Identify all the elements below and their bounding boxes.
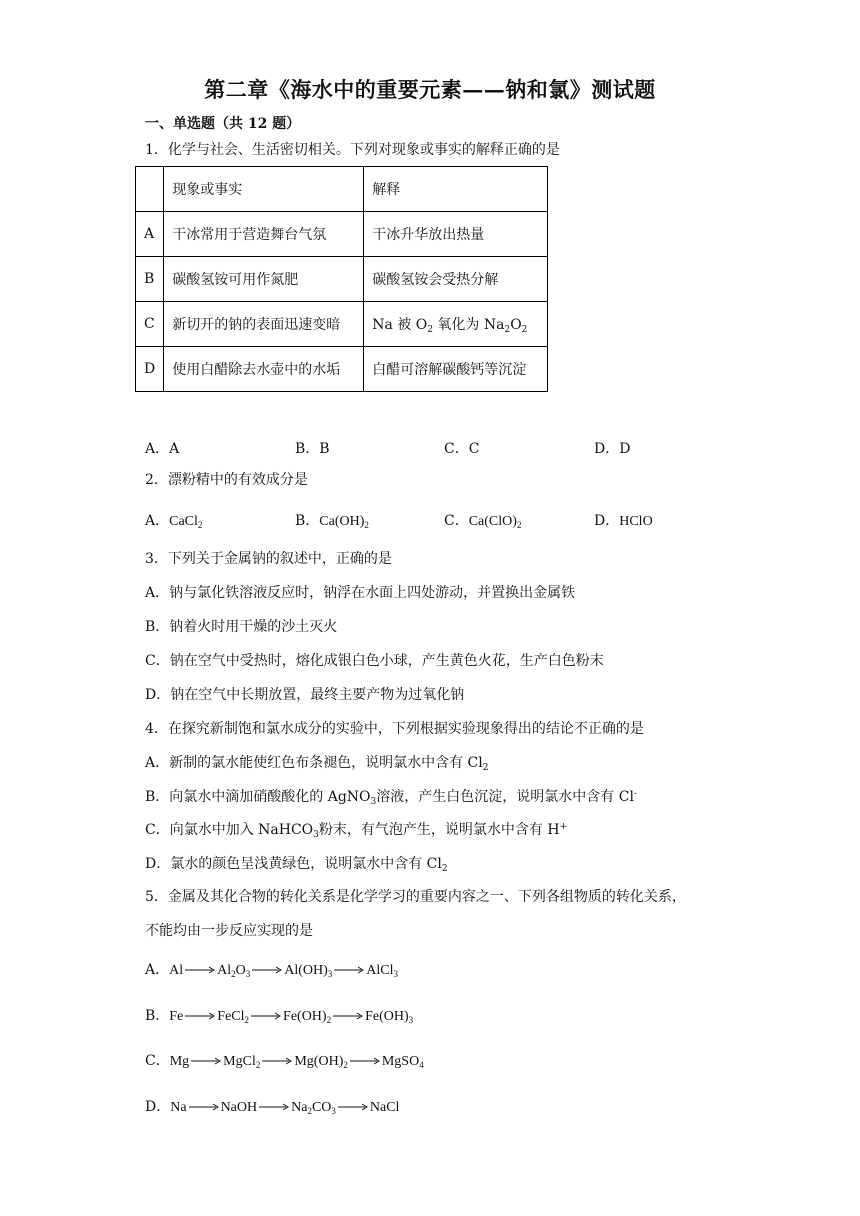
chem-formula [382, 1052, 424, 1072]
formula-text: O [235, 963, 246, 978]
formula-text: Al [217, 963, 232, 978]
q1-table [135, 166, 548, 392]
subscript: 3 [408, 1015, 414, 1025]
chem-formula [284, 961, 332, 981]
q4-option-b[interactable] [145, 787, 637, 807]
text: A．新制的氯水能使红色布条褪色，说明氯水中含有 Cl [145, 755, 483, 771]
text: 溶液，产生白色沉淀，说明氯水中含有 Cl [376, 789, 634, 805]
subscript: 2 [427, 325, 433, 335]
formula-text: CO [311, 1100, 332, 1115]
formula-text: Fe(OH) [365, 1009, 409, 1024]
q2-option-c[interactable] [444, 510, 521, 530]
arrow-icon [334, 966, 364, 974]
formula-text: MgSO [381, 1054, 420, 1069]
arrow-icon [252, 966, 282, 974]
chem-formula [370, 1098, 400, 1118]
table-row [136, 302, 548, 347]
formula-text: FeCl [217, 1009, 245, 1024]
row-explain [364, 302, 548, 347]
formula-text: NaOH [220, 1100, 258, 1115]
formula-text: MgCl [223, 1054, 256, 1069]
q3-option-d[interactable]: D．钠在空气中长期放置，最终主要产物为过氧化钠 [145, 687, 465, 703]
arrow-icon [189, 1103, 219, 1111]
q2-option-a[interactable] [145, 510, 202, 530]
text: D．氯水的颜色呈浅黄绿色，说明氯水中含有 Cl [145, 856, 442, 872]
row-explain: 碳酸氢铵会受热分解 [364, 257, 548, 302]
formula-text: Na [291, 1100, 308, 1115]
option-prefix: A． [145, 513, 170, 529]
subscript: 2 [244, 1015, 250, 1025]
formula-text: Al [169, 963, 184, 978]
chem-formula [365, 1007, 413, 1027]
arrow-icon [338, 1103, 368, 1111]
formula-text: Fe [169, 1009, 184, 1024]
formula-text: Mg [169, 1054, 190, 1069]
arrow-icon [333, 1012, 363, 1020]
section-heading: 一、单选题（共 12 题） [145, 116, 301, 132]
table-row [136, 257, 548, 302]
table-cell [136, 167, 164, 212]
option-prefix: B． [145, 1008, 170, 1024]
subscript: 2 [516, 520, 522, 530]
q1-option-d[interactable]: D．D [594, 441, 631, 457]
arrow-icon [262, 1057, 292, 1065]
text: O [510, 317, 522, 333]
chem-formula [366, 961, 398, 981]
table-row [136, 347, 548, 392]
row-label: C [136, 302, 164, 347]
subscript: 3 [245, 969, 251, 979]
q3-option-c[interactable]: C．钠在空气中受热时，熔化成银白色小球，产生黄色火花，生产白色粉末 [145, 653, 604, 669]
option-prefix: A． [145, 962, 170, 978]
arrow-icon [185, 966, 215, 974]
option-prefix: B． [295, 513, 320, 529]
q3-option-b[interactable]: B．钠着火时用干燥的沙土灭火 [145, 619, 338, 635]
subscript: 2 [482, 763, 489, 773]
chem-formula [217, 961, 250, 981]
text: B．向氯水中滴加硝酸酸化的 AgNO [145, 789, 371, 805]
subscript: 4 [419, 1060, 424, 1070]
row-explain: 白醋可溶解碳酸钙等沉淀 [364, 347, 548, 392]
formula-text: Na [170, 1100, 187, 1115]
subscript: 3 [331, 1106, 336, 1116]
chem-formula [170, 1098, 186, 1118]
subscript: 2 [504, 325, 511, 335]
q4-stem: 4．在探究新制饱和氯水成分的实验中，下列根据实验现象得出的结论不正确的是 [145, 721, 644, 737]
option-prefix: C． [145, 1053, 170, 1069]
table-row [136, 212, 548, 257]
chem-formula [283, 1007, 331, 1027]
chem-formula [221, 1098, 258, 1118]
arrow-icon [185, 1012, 215, 1020]
q5-stem-line1: 5．金属及其化合物的转化关系是化学学习的重要内容之一、下列各组物质的转化关系， [145, 889, 686, 905]
chem-formula [291, 1098, 336, 1118]
arrow-icon [191, 1057, 221, 1065]
subscript: 2 [364, 520, 369, 530]
q5-option-a[interactable] [145, 960, 398, 981]
q4-option-d[interactable] [145, 854, 448, 874]
chem-formula [223, 1052, 260, 1072]
arrow-icon [259, 1103, 289, 1111]
subscript: 3 [327, 969, 333, 979]
text: Na 被 O [372, 317, 428, 333]
q5-option-b[interactable] [145, 1006, 413, 1027]
q5-stem-line2: 不能均由一步反应实现的是 [145, 923, 313, 939]
option-prefix: D． [594, 513, 620, 529]
q3-stem: 3．下列关于金属钠的叙述中，正确的是 [145, 551, 392, 567]
subscript: 2 [343, 1060, 348, 1070]
subscript: 3 [313, 830, 319, 840]
reaction-chain [170, 1098, 399, 1118]
chem-formula [169, 1007, 183, 1027]
subscript: 2 [521, 325, 528, 335]
table-header-fact: 现象或事实 [164, 167, 364, 212]
q4-option-c[interactable] [145, 820, 567, 840]
subscript: 2 [307, 1106, 312, 1116]
superscript: - [633, 789, 637, 799]
row-explain: 干冰升华放出热量 [364, 212, 548, 257]
arrow-icon [251, 1012, 281, 1020]
row-fact: 使用白醋除去水壶中的水垢 [164, 347, 364, 392]
formula-text: Mg(OH) [294, 1054, 344, 1069]
q5-option-d[interactable] [145, 1097, 399, 1118]
q1-option-c[interactable]: C．C [444, 441, 480, 457]
page-title: 第二章《海水中的重要元素——钠和氯》测试题 [204, 77, 656, 102]
row-fact: 干冰常用于营造舞台气氛 [164, 212, 364, 257]
formula: Ca(ClO) [468, 514, 517, 529]
reaction-chain [169, 1007, 413, 1027]
q1-stem: 1．化学与社会、生活密切相关。下列对现象或事实的解释正确的是 [145, 142, 560, 158]
subscript: 3 [370, 797, 377, 807]
formula: CaCl [169, 514, 198, 529]
arrow-icon [350, 1057, 380, 1065]
row-label: D [136, 347, 164, 392]
q4-option-a[interactable] [145, 753, 488, 773]
subscript: 2 [326, 1015, 332, 1025]
q2-option-d[interactable] [594, 510, 653, 530]
subscript: 2 [197, 520, 203, 530]
option-prefix: D． [145, 1099, 171, 1115]
text: 氧化为 Na [432, 317, 505, 333]
formula-text: NaCl [369, 1100, 400, 1115]
subscript: 3 [393, 969, 399, 979]
formula-text: Al(OH) [284, 963, 328, 978]
text: C．向氯水中加入 NaHCO [145, 822, 314, 838]
chem-formula [294, 1052, 348, 1072]
row-fact: 碳酸氢铵可用作氮肥 [164, 257, 364, 302]
option-prefix: C． [444, 513, 469, 529]
formula-text: Fe(OH) [283, 1009, 327, 1024]
row-label: A [136, 212, 164, 257]
formula: HClO [619, 514, 653, 529]
formula: Ca(OH) [319, 514, 365, 529]
reaction-chain [169, 961, 398, 981]
q1-option-a[interactable]: A．A [145, 441, 180, 457]
reaction-chain [170, 1052, 424, 1072]
chem-formula [217, 1007, 249, 1027]
chem-formula [169, 961, 183, 981]
q5-option-c[interactable] [145, 1051, 424, 1072]
q2-stem: 2．漂粉精中的有效成分是 [145, 472, 308, 488]
subscript: 2 [441, 864, 448, 874]
table-row [136, 167, 548, 212]
formula-text: AlCl [366, 963, 394, 978]
q3-option-a[interactable]: A．钠与氯化铁溶液反应时，钠浮在水面上四处游动，并置换出金属铁 [145, 585, 576, 601]
row-label: B [136, 257, 164, 302]
chem-formula [170, 1052, 189, 1072]
text: 粉末，有气泡产生，说明氯水中含有 H [318, 822, 560, 838]
subscript: 2 [231, 969, 236, 979]
subscript: 2 [255, 1060, 261, 1070]
row-fact: 新切开的钠的表面迅速变暗 [164, 302, 364, 347]
superscript: + [559, 822, 568, 832]
q1-option-b[interactable]: B．B [295, 441, 330, 457]
table-header-explain: 解释 [364, 167, 548, 212]
q2-option-b[interactable] [295, 510, 369, 530]
